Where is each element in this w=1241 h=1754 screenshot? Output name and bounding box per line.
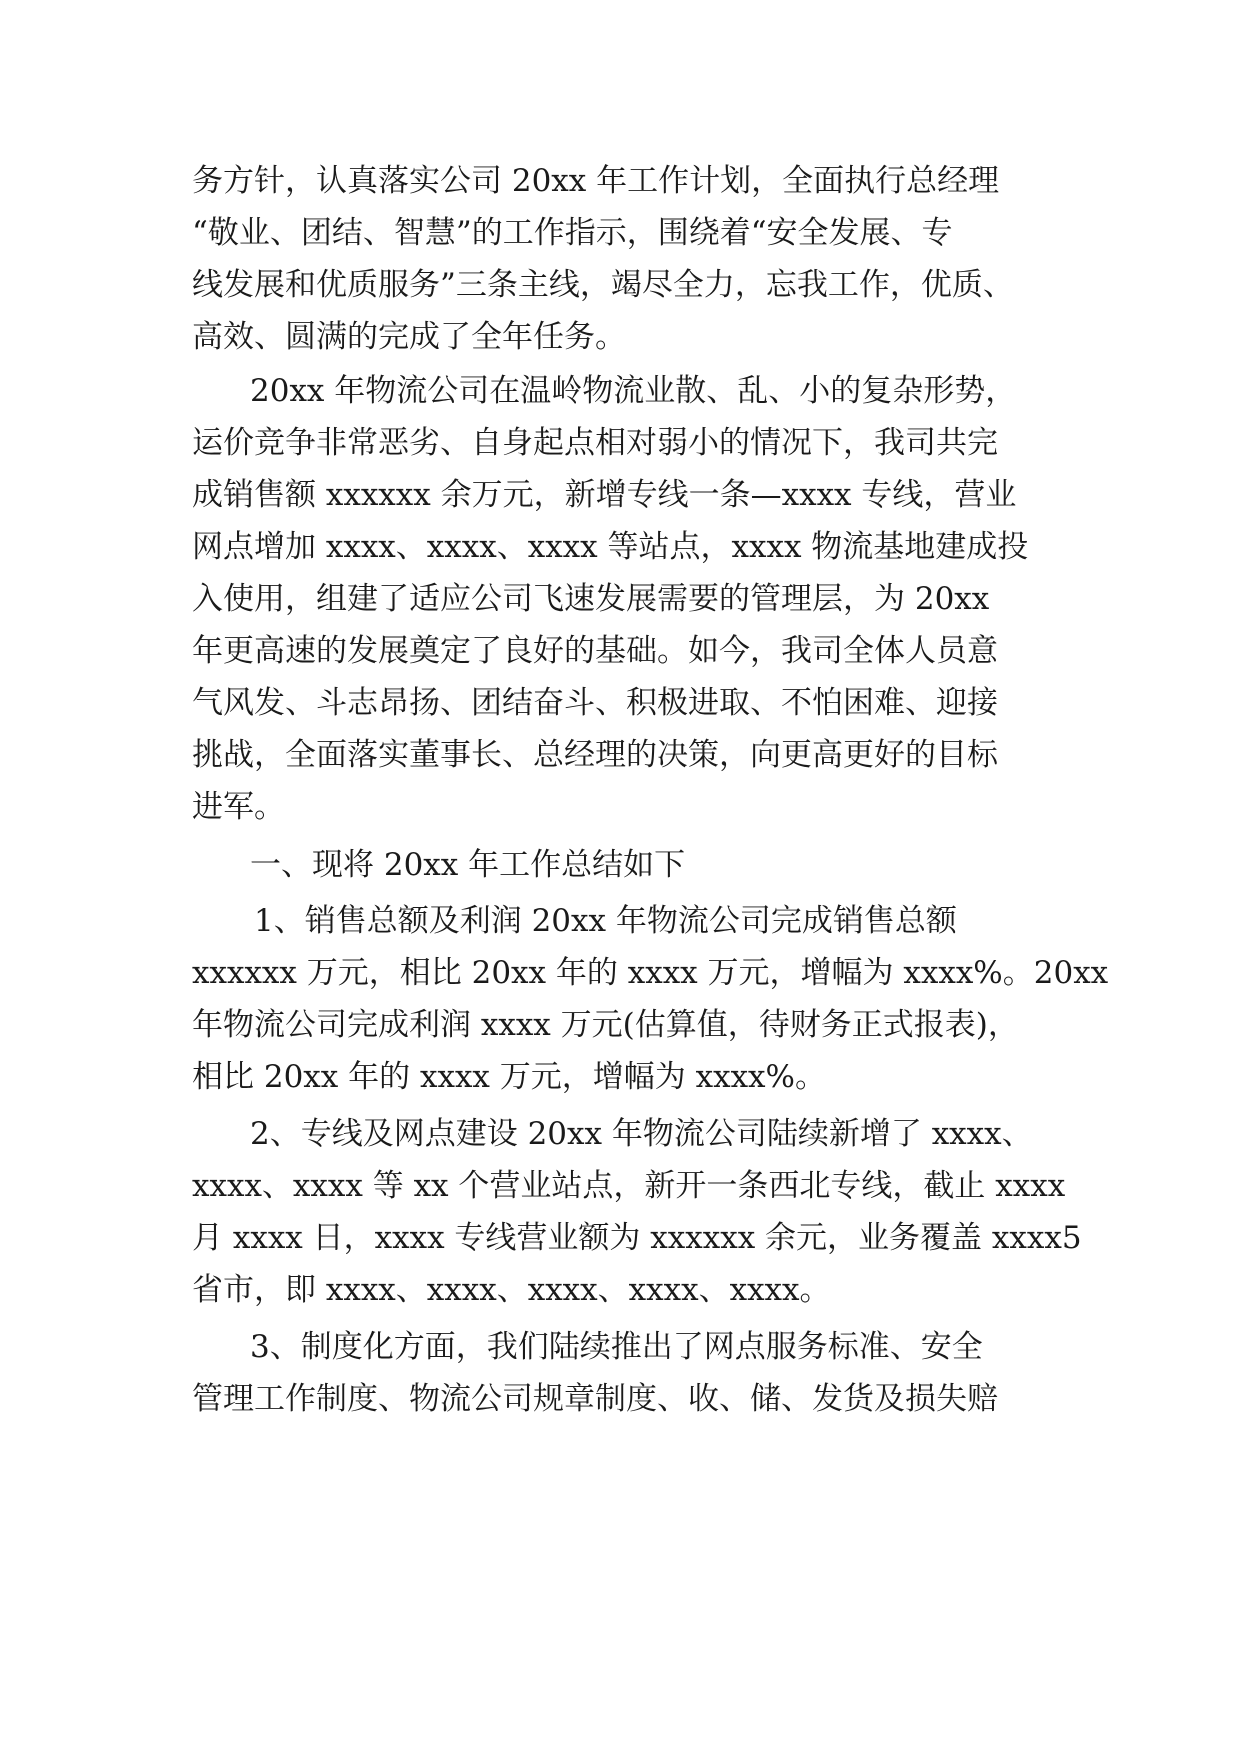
text-line: 年物流公司完成利润 xxxx 万元(估算值，待财务正式报表)，: [192, 1007, 1019, 1043]
text-line: 挑战，全面落实董事长、总经理的决策，向更高更好的目标: [192, 737, 998, 773]
text-line: 气风发、斗志昂扬、团结奋斗、积极进取、不怕困难、迎接: [192, 685, 998, 721]
text-line: 管理工作制度、物流公司规章制度、收、储、发货及损失赔: [192, 1381, 998, 1417]
text-line: 入使用，组建了适应公司飞速发展需要的管理层，为 20xx: [192, 581, 990, 617]
text-line: 网点增加 xxxx、xxxx、xxxx 等站点，xxxx 物流基地建成投: [192, 529, 1029, 565]
text-line: 线发展和优质服务”三条主线，竭尽全力，忘我工作，优质、: [192, 267, 1014, 303]
section-heading: 一、现将 20xx 年工作总结如下: [250, 847, 686, 883]
text-line: xxxx、xxxx 等 xx 个营业站点，新开一条西北专线，截止 xxxx: [192, 1168, 1066, 1204]
text-line: xxxxxx 万元，相比 20xx 年的 xxxx 万元，增幅为 xxxx%。20xx: [192, 955, 1109, 991]
text-line: 相比 20xx 年的 xxxx 万元，增幅为 xxxx%。: [192, 1059, 827, 1095]
paragraph-first-line: 1、销售总额及利润 20xx 年物流公司完成销售总额: [254, 903, 957, 939]
text-line: 务方针，认真落实公司 20xx 年工作计划，全面执行总经理: [192, 163, 1000, 199]
text-line: 高效、圆满的完成了全年任务。: [192, 319, 626, 355]
text-line: 省市，即 xxxx、xxxx、xxxx、xxxx、xxxx。: [192, 1272, 831, 1308]
text-line: 进军。: [192, 789, 285, 825]
text-line: 运价竞争非常恶劣、自身起点相对弱小的情况下，我司共完: [192, 425, 998, 461]
text-line: 成销售额 xxxxxx 余万元，新增专线一条—xxxx 专线，营业: [192, 477, 1017, 513]
paragraph-first-line: 20xx 年物流公司在温岭物流业散、乱、小的复杂形势，: [250, 373, 1017, 409]
text-line: 月 xxxx 日，xxxx 专线营业额为 xxxxxx 余元，业务覆盖 xxxx5: [192, 1220, 1082, 1256]
paragraph-first-line: 2、专线及网点建设 20xx 年物流公司陆续新增了 xxxx、: [250, 1116, 1033, 1152]
paragraph-first-line: 3、制度化方面，我们陆续推出了网点服务标准、安全: [250, 1329, 983, 1365]
text-line: “敬业、团结、智慧”的工作指示，围绕着“安全发展、专: [192, 215, 953, 251]
text-line: 年更高速的发展奠定了良好的基础。如今，我司全体人员意: [192, 633, 998, 669]
